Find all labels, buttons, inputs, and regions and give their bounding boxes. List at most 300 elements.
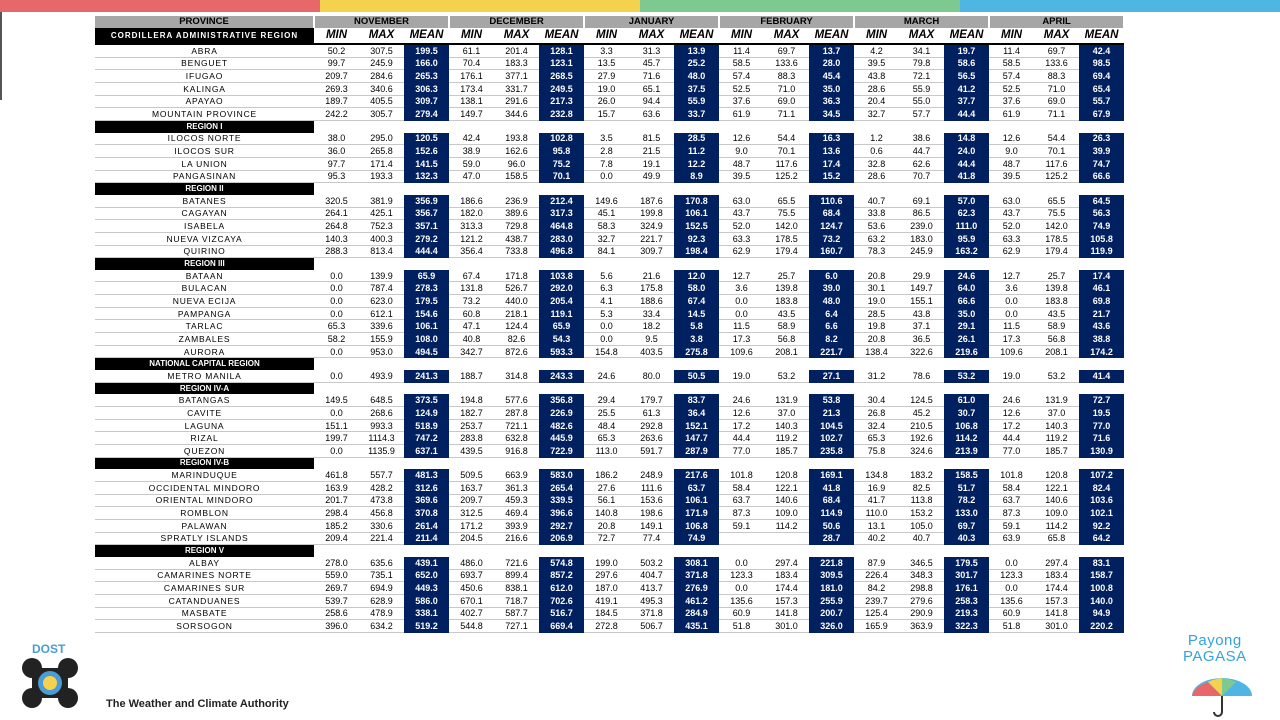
min-cell: 0.0 bbox=[584, 320, 629, 333]
region-name: REGION V bbox=[95, 545, 314, 557]
province-name: MOUNTAIN PROVINCE bbox=[95, 108, 314, 121]
mean-cell: 241.3 bbox=[404, 370, 449, 382]
min-cell: 16.9 bbox=[854, 481, 899, 494]
max-cell: 787.4 bbox=[359, 282, 404, 295]
max-cell: 361.3 bbox=[494, 481, 539, 494]
mean-cell: 50.5 bbox=[674, 370, 719, 382]
min-cell: 61.1 bbox=[449, 44, 494, 57]
max-cell: 425.1 bbox=[359, 207, 404, 220]
max-cell: 612.1 bbox=[359, 307, 404, 320]
province-name: PALAWAN bbox=[95, 519, 314, 532]
min-cell: 58.5 bbox=[989, 57, 1034, 70]
sub-header-row bbox=[95, 28, 1124, 44]
max-cell: 413.7 bbox=[629, 582, 674, 595]
min-cell: 186.6 bbox=[449, 195, 494, 207]
max-cell: 141.8 bbox=[1034, 607, 1079, 620]
min-cell: 28.6 bbox=[854, 170, 899, 183]
max-cell: 69.1 bbox=[899, 195, 944, 207]
province-name: BATAAN bbox=[95, 270, 314, 282]
province-name: CAMARINES NORTE bbox=[95, 569, 314, 582]
min-cell: 1.2 bbox=[854, 133, 899, 145]
max-cell: 628.9 bbox=[359, 594, 404, 607]
max-cell: 185.7 bbox=[764, 445, 809, 458]
max-cell: 188.6 bbox=[629, 295, 674, 308]
max-cell: 377.1 bbox=[494, 70, 539, 83]
min-cell: 402.7 bbox=[449, 607, 494, 620]
region-name: REGION III bbox=[95, 258, 314, 270]
min-cell: 19.0 bbox=[989, 370, 1034, 382]
min-cell: 693.7 bbox=[449, 569, 494, 582]
min-cell: 20.8 bbox=[584, 519, 629, 532]
max-cell: 86.5 bbox=[899, 207, 944, 220]
max-cell: 187.6 bbox=[629, 195, 674, 207]
max-cell: 307.5 bbox=[359, 44, 404, 57]
mean-cell: 46.1 bbox=[1079, 282, 1124, 295]
min-cell: 101.8 bbox=[719, 469, 764, 481]
mean-cell: 857.2 bbox=[539, 569, 584, 582]
mean-cell: 309.5 bbox=[809, 569, 854, 582]
min-cell: 194.8 bbox=[449, 394, 494, 406]
mean-cell: 103.8 bbox=[539, 270, 584, 282]
min-cell: 0.0 bbox=[989, 307, 1034, 320]
mean-cell: 519.2 bbox=[404, 620, 449, 633]
min-cell: 30.1 bbox=[854, 282, 899, 295]
mean-cell: 124.7 bbox=[809, 220, 854, 233]
max-cell: 120.8 bbox=[764, 469, 809, 481]
min-cell: 56.1 bbox=[584, 494, 629, 507]
mean-cell: 30.7 bbox=[944, 407, 989, 420]
mean-cell: 65.9 bbox=[539, 320, 584, 333]
table-row bbox=[95, 333, 1124, 346]
province-name: MASBATE bbox=[95, 607, 314, 620]
min-cell: 242.2 bbox=[314, 108, 359, 121]
max-cell: 813.4 bbox=[359, 245, 404, 258]
table-row bbox=[95, 145, 1124, 158]
min-cell: 134.8 bbox=[854, 469, 899, 481]
max-cell: 301.0 bbox=[764, 620, 809, 633]
min-cell: 87.9 bbox=[854, 557, 899, 569]
min-cell: 135.6 bbox=[989, 594, 1034, 607]
province-name: BULACAN bbox=[95, 282, 314, 295]
mean-cell: 57.0 bbox=[944, 195, 989, 207]
max-cell: 71.0 bbox=[764, 82, 809, 95]
min-cell: 27.9 bbox=[584, 70, 629, 83]
max-cell: 298.8 bbox=[899, 582, 944, 595]
max-cell: 45.7 bbox=[629, 57, 674, 70]
min-cell: 48.7 bbox=[719, 157, 764, 170]
min-cell: 26.8 bbox=[854, 407, 899, 420]
mean-cell: 41.2 bbox=[944, 82, 989, 95]
mean-cell: 435.1 bbox=[674, 620, 719, 633]
min-cell: 109.6 bbox=[719, 345, 764, 358]
min-cell: 38.9 bbox=[449, 145, 494, 158]
max-cell: 221.4 bbox=[359, 532, 404, 545]
mean-cell: 67.9 bbox=[1079, 108, 1124, 121]
max-cell: 49.9 bbox=[629, 170, 674, 183]
province-name: SPRATLY ISLANDS bbox=[95, 532, 314, 545]
mean-cell: 69.7 bbox=[944, 519, 989, 532]
min-cell: 24.6 bbox=[989, 394, 1034, 406]
mean-cell: 370.8 bbox=[404, 507, 449, 520]
mean-cell: 74.7 bbox=[1079, 157, 1124, 170]
mean-cell: 171.9 bbox=[674, 507, 719, 520]
table-row bbox=[95, 220, 1124, 233]
min-cell: 57.4 bbox=[719, 70, 764, 83]
province-name: QUIRINO bbox=[95, 245, 314, 258]
mean-cell: 158.7 bbox=[1079, 569, 1124, 582]
min-cell: 204.5 bbox=[449, 532, 494, 545]
min-cell: 239.7 bbox=[854, 594, 899, 607]
max-cell: 428.2 bbox=[359, 481, 404, 494]
min-cell: 61.9 bbox=[989, 108, 1034, 121]
min-cell: 37.6 bbox=[989, 95, 1034, 108]
max-cell: 142.0 bbox=[764, 220, 809, 233]
table-row bbox=[95, 95, 1124, 108]
mean-cell: 574.8 bbox=[539, 557, 584, 569]
table-row bbox=[95, 270, 1124, 282]
max-cell: 69.7 bbox=[1034, 44, 1079, 57]
max-cell: 405.5 bbox=[359, 95, 404, 108]
max-cell: 506.7 bbox=[629, 620, 674, 633]
table-row bbox=[95, 432, 1124, 445]
max-cell: 75.5 bbox=[1034, 207, 1079, 220]
province-name: IFUGAO bbox=[95, 70, 314, 83]
max-cell: 694.9 bbox=[359, 582, 404, 595]
max-cell: 21.6 bbox=[629, 270, 674, 282]
province-header: PROVINCE bbox=[95, 16, 314, 28]
max-cell: 279.6 bbox=[899, 594, 944, 607]
mean-cell: 211.4 bbox=[404, 532, 449, 545]
max-cell: 131.9 bbox=[764, 394, 809, 406]
region-row bbox=[95, 120, 1124, 132]
month-header-december: DECEMBER bbox=[449, 16, 584, 28]
mean-cell: 14.8 bbox=[944, 133, 989, 145]
mean-cell: 261.4 bbox=[404, 519, 449, 532]
brand-line-1: Payong bbox=[1187, 632, 1242, 649]
table-row bbox=[95, 469, 1124, 481]
max-cell: 495.3 bbox=[629, 594, 674, 607]
max-cell: 733.8 bbox=[494, 245, 539, 258]
max-cell: 122.1 bbox=[1034, 481, 1079, 494]
mean-cell: 722.9 bbox=[539, 445, 584, 458]
mean-cell: 147.7 bbox=[674, 432, 719, 445]
sub-header-min: MIN bbox=[584, 28, 629, 44]
min-cell: 87.3 bbox=[719, 507, 764, 520]
mean-cell: 217.3 bbox=[539, 95, 584, 108]
mean-cell: 119.9 bbox=[1079, 245, 1124, 258]
min-cell: 5.6 bbox=[584, 270, 629, 282]
min-cell: 43.7 bbox=[989, 207, 1034, 220]
min-cell: 12.6 bbox=[719, 133, 764, 145]
max-cell: 58.9 bbox=[764, 320, 809, 333]
max-cell: 44.7 bbox=[899, 145, 944, 158]
mean-cell: 338.1 bbox=[404, 607, 449, 620]
mean-cell: 51.7 bbox=[944, 481, 989, 494]
min-cell: 0.0 bbox=[584, 333, 629, 346]
max-cell: 263.6 bbox=[629, 432, 674, 445]
mean-cell: 63.7 bbox=[674, 481, 719, 494]
min-cell: 73.2 bbox=[449, 295, 494, 308]
max-cell: 330.6 bbox=[359, 519, 404, 532]
province-name: CAMARINES SUR bbox=[95, 582, 314, 595]
tagline: The Weather and Climate Authority bbox=[106, 698, 289, 710]
rainfall-table bbox=[95, 16, 1125, 633]
mean-cell: 449.3 bbox=[404, 582, 449, 595]
min-cell: 264.1 bbox=[314, 207, 359, 220]
min-cell: 109.6 bbox=[989, 345, 1034, 358]
min-cell: 11.5 bbox=[719, 320, 764, 333]
mean-cell: 356.8 bbox=[539, 394, 584, 406]
min-cell: 12.6 bbox=[989, 407, 1034, 420]
region-name: NATIONAL CAPITAL REGION bbox=[95, 358, 314, 370]
min-cell: 356.4 bbox=[449, 245, 494, 258]
min-cell: 0.6 bbox=[854, 145, 899, 158]
band-blue bbox=[960, 0, 1280, 12]
min-cell: 140.3 bbox=[314, 232, 359, 245]
sub-header-mean: MEAN bbox=[539, 28, 584, 44]
mean-cell: 64.2 bbox=[1079, 532, 1124, 545]
mean-cell: 199.5 bbox=[404, 44, 449, 57]
max-cell: 236.9 bbox=[494, 195, 539, 207]
min-cell: 253.7 bbox=[449, 419, 494, 432]
region-row bbox=[95, 382, 1124, 394]
min-cell: 63.7 bbox=[989, 494, 1034, 507]
region-spacer bbox=[314, 382, 1124, 394]
max-cell: 393.9 bbox=[494, 519, 539, 532]
max-cell: 33.4 bbox=[629, 307, 674, 320]
mean-cell: 54.3 bbox=[539, 333, 584, 346]
table-row bbox=[95, 569, 1124, 582]
max-cell: 178.5 bbox=[764, 232, 809, 245]
mean-cell: 702.6 bbox=[539, 594, 584, 607]
max-cell: 916.8 bbox=[494, 445, 539, 458]
min-cell: 32.4 bbox=[854, 419, 899, 432]
max-cell: 94.4 bbox=[629, 95, 674, 108]
mean-cell: 279.2 bbox=[404, 232, 449, 245]
mean-cell: 36.4 bbox=[674, 407, 719, 420]
max-cell: 183.4 bbox=[764, 569, 809, 582]
province-name: LA UNION bbox=[95, 157, 314, 170]
mean-cell: 120.5 bbox=[404, 133, 449, 145]
max-cell: 55.0 bbox=[899, 95, 944, 108]
min-cell: 58.3 bbox=[584, 220, 629, 233]
max-cell: 440.0 bbox=[494, 295, 539, 308]
min-cell: 0.0 bbox=[314, 270, 359, 282]
mean-cell: 72.7 bbox=[1079, 394, 1124, 406]
max-cell: 632.8 bbox=[494, 432, 539, 445]
province-name: NUEVA ECIJA bbox=[95, 295, 314, 308]
min-cell: 50.2 bbox=[314, 44, 359, 57]
max-cell: 577.6 bbox=[494, 394, 539, 406]
mean-cell: 268.5 bbox=[539, 70, 584, 83]
mean-cell: 78.2 bbox=[944, 494, 989, 507]
max-cell: 105.0 bbox=[899, 519, 944, 532]
mean-cell: 55.7 bbox=[1079, 95, 1124, 108]
mean-cell: 461.2 bbox=[674, 594, 719, 607]
mean-cell: 481.3 bbox=[404, 469, 449, 481]
min-cell: 0.0 bbox=[314, 407, 359, 420]
mean-cell: 44.4 bbox=[944, 157, 989, 170]
mean-cell: 53.2 bbox=[944, 370, 989, 382]
mean-cell: 39.0 bbox=[809, 282, 854, 295]
min-cell: 58.2 bbox=[314, 333, 359, 346]
min-cell: 65.3 bbox=[854, 432, 899, 445]
mean-cell: 219.3 bbox=[944, 607, 989, 620]
max-cell: 174.4 bbox=[1034, 582, 1079, 595]
max-cell: 69.7 bbox=[764, 44, 809, 57]
mean-cell: 255.9 bbox=[809, 594, 854, 607]
mean-cell: 5.8 bbox=[674, 320, 719, 333]
mean-cell: 27.1 bbox=[809, 370, 854, 382]
mean-cell: 26.1 bbox=[944, 333, 989, 346]
mean-cell: 29.1 bbox=[944, 320, 989, 333]
min-cell: 52.0 bbox=[989, 220, 1034, 233]
mean-cell: 276.9 bbox=[674, 582, 719, 595]
min-cell: 312.5 bbox=[449, 507, 494, 520]
min-cell: 184.5 bbox=[584, 607, 629, 620]
mean-cell: 179.5 bbox=[404, 295, 449, 308]
max-cell: 125.2 bbox=[764, 170, 809, 183]
mean-cell: 6.4 bbox=[809, 307, 854, 320]
min-cell: 32.7 bbox=[584, 232, 629, 245]
min-cell: 0.0 bbox=[314, 370, 359, 382]
province-name: AURORA bbox=[95, 345, 314, 358]
mean-cell: 265.3 bbox=[404, 70, 449, 83]
min-cell: 28.5 bbox=[854, 307, 899, 320]
min-cell: 52.5 bbox=[989, 82, 1034, 95]
max-cell: 162.6 bbox=[494, 145, 539, 158]
max-cell: 111.6 bbox=[629, 481, 674, 494]
max-cell: 339.6 bbox=[359, 320, 404, 333]
dost-label: DOST bbox=[32, 642, 66, 656]
max-cell: 185.7 bbox=[1034, 445, 1079, 458]
min-cell: 269.7 bbox=[314, 582, 359, 595]
mean-cell: 83.1 bbox=[1079, 557, 1124, 569]
mean-cell: 21.7 bbox=[1079, 307, 1124, 320]
min-cell: 40.8 bbox=[449, 333, 494, 346]
max-cell: 265.8 bbox=[359, 145, 404, 158]
max-cell: 71.0 bbox=[1034, 82, 1079, 95]
sub-header-mean: MEAN bbox=[404, 28, 449, 44]
mean-cell: 74.9 bbox=[674, 532, 719, 545]
min-cell: 84.1 bbox=[584, 245, 629, 258]
max-cell: 193.8 bbox=[494, 133, 539, 145]
mean-cell: 114.2 bbox=[944, 432, 989, 445]
max-cell: 75.5 bbox=[764, 207, 809, 220]
min-cell: 131.8 bbox=[449, 282, 494, 295]
max-cell: 29.9 bbox=[899, 270, 944, 282]
max-cell: 526.7 bbox=[494, 282, 539, 295]
max-cell: 245.9 bbox=[359, 57, 404, 70]
max-cell: 171.8 bbox=[494, 270, 539, 282]
min-cell: 13.5 bbox=[584, 57, 629, 70]
min-cell: 0.0 bbox=[989, 295, 1034, 308]
mean-cell: 652.0 bbox=[404, 569, 449, 582]
max-cell: 114.2 bbox=[764, 519, 809, 532]
min-cell: 38.0 bbox=[314, 133, 359, 145]
min-cell: 20.4 bbox=[854, 95, 899, 108]
max-cell: 149.7 bbox=[899, 282, 944, 295]
min-cell: 19.0 bbox=[584, 82, 629, 95]
min-cell: 486.0 bbox=[449, 557, 494, 569]
mean-cell: 12.0 bbox=[674, 270, 719, 282]
sub-header-max: MAX bbox=[359, 28, 404, 44]
mean-cell: 152.5 bbox=[674, 220, 719, 233]
table-row bbox=[95, 394, 1124, 406]
max-cell: 40.7 bbox=[899, 532, 944, 545]
max-cell: 131.9 bbox=[1034, 394, 1079, 406]
province-name: ROMBLON bbox=[95, 507, 314, 520]
max-cell: 305.7 bbox=[359, 108, 404, 121]
max-cell: 284.6 bbox=[359, 70, 404, 83]
max-cell: 331.7 bbox=[494, 82, 539, 95]
mean-cell: 53.8 bbox=[809, 394, 854, 406]
min-cell: 58.5 bbox=[719, 57, 764, 70]
mean-cell: 235.8 bbox=[809, 445, 854, 458]
min-cell: 123.3 bbox=[989, 569, 1034, 582]
mean-cell: 279.4 bbox=[404, 108, 449, 121]
mean-cell: 439.1 bbox=[404, 557, 449, 569]
mean-cell: 28.0 bbox=[809, 57, 854, 70]
max-cell: 478.9 bbox=[359, 607, 404, 620]
mean-cell: 21.3 bbox=[809, 407, 854, 420]
min-cell: 199.0 bbox=[584, 557, 629, 569]
max-cell: 88.3 bbox=[764, 70, 809, 83]
max-cell: 287.8 bbox=[494, 407, 539, 420]
max-cell: 752.3 bbox=[359, 220, 404, 233]
min-cell: 45.1 bbox=[584, 207, 629, 220]
max-cell: 79.8 bbox=[899, 57, 944, 70]
region-row bbox=[95, 457, 1124, 469]
max-cell: 400.3 bbox=[359, 232, 404, 245]
region-name: REGION IV-B bbox=[95, 457, 314, 469]
mean-cell: 494.5 bbox=[404, 345, 449, 358]
min-cell: 182.0 bbox=[449, 207, 494, 220]
mean-cell: 6.6 bbox=[809, 320, 854, 333]
sub-header-min: MIN bbox=[719, 28, 764, 44]
mean-cell: 213.9 bbox=[944, 445, 989, 458]
max-cell: 65.5 bbox=[1034, 195, 1079, 207]
min-cell: 0.0 bbox=[719, 307, 764, 320]
min-cell: 39.5 bbox=[854, 57, 899, 70]
mean-cell: 13.9 bbox=[674, 44, 719, 57]
max-cell: 183.2 bbox=[899, 469, 944, 481]
mean-cell: 64.5 bbox=[1079, 195, 1124, 207]
mean-cell: 170.8 bbox=[674, 195, 719, 207]
min-cell: 60.9 bbox=[989, 607, 1034, 620]
max-cell: 157.3 bbox=[764, 594, 809, 607]
mean-cell: 77.0 bbox=[1079, 419, 1124, 432]
mean-cell: 66.6 bbox=[944, 295, 989, 308]
min-cell: 0.0 bbox=[314, 282, 359, 295]
max-cell: 133.6 bbox=[1034, 57, 1079, 70]
region-header-cordillera: CORDILLERA ADMINISTRATIVE REGION bbox=[95, 28, 314, 44]
mean-cell: 158.5 bbox=[944, 469, 989, 481]
mean-cell: 48.0 bbox=[809, 295, 854, 308]
table-row bbox=[95, 207, 1124, 220]
min-cell: 559.0 bbox=[314, 569, 359, 582]
mean-cell: 212.4 bbox=[539, 195, 584, 207]
region-spacer bbox=[314, 183, 1124, 195]
table-row bbox=[95, 557, 1124, 569]
max-cell: 721.6 bbox=[494, 557, 539, 569]
mean-cell: 220.2 bbox=[1079, 620, 1124, 633]
mean-cell: 43.6 bbox=[1079, 320, 1124, 333]
band-green bbox=[640, 0, 960, 12]
max-cell: 65.1 bbox=[629, 82, 674, 95]
table-row bbox=[95, 370, 1124, 382]
min-cell: 3.5 bbox=[584, 133, 629, 145]
